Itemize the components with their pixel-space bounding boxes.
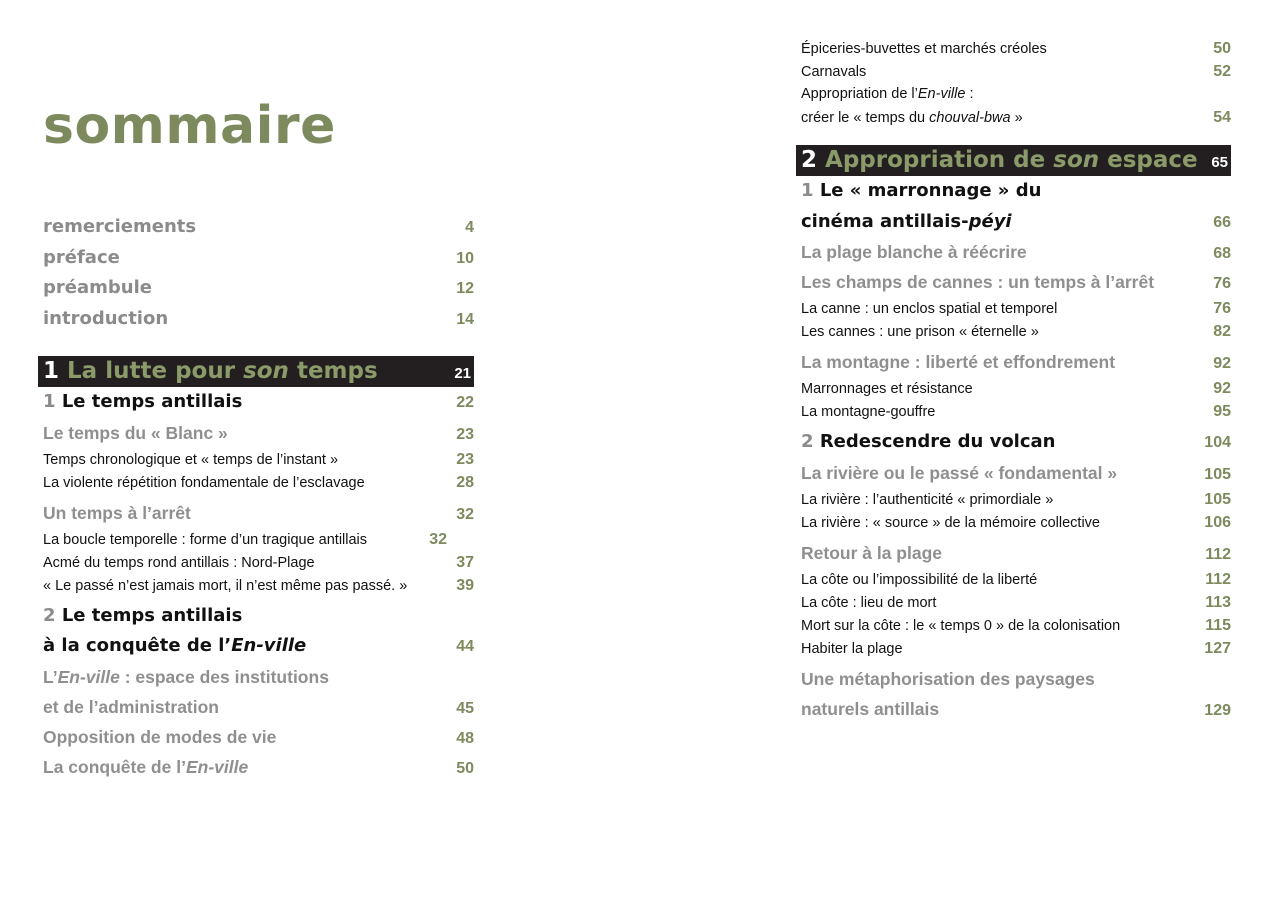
toc-page: 95	[1213, 403, 1231, 420]
chapter-number: 1	[801, 180, 814, 201]
toc-chapter-continued[interactable]	[43, 631, 474, 662]
chapter-number: 1	[43, 391, 56, 412]
part-title-pre: La lutte pour	[67, 358, 244, 384]
toc-page: 32	[456, 505, 474, 523]
toc-page: 112	[1205, 570, 1231, 588]
toc-subsection[interactable]	[801, 614, 1231, 637]
chapter-title: Le temps antillais	[61, 391, 243, 412]
part-title-post: espace	[1099, 147, 1198, 173]
toc-section[interactable]	[43, 722, 474, 752]
toc-label: La côte : lieu de mort	[801, 594, 937, 611]
part-title-em: son	[1053, 147, 1100, 173]
toc-page: 129	[1204, 701, 1231, 719]
toc-label: Épiceries-buvettes et marchés créoles	[801, 41, 1047, 57]
chapter-title: Le « marronnage » du	[819, 180, 1042, 201]
toc-page: 113	[1205, 593, 1231, 611]
toc-section-continued[interactable]	[43, 692, 474, 722]
toc-section[interactable]	[43, 662, 474, 692]
toc-label-pre: L’	[43, 666, 58, 687]
part-number: 1	[43, 358, 60, 384]
toc-label: La boucle temporelle : forme d’un tragique antillais	[43, 531, 368, 548]
toc-page: 76	[1213, 300, 1231, 317]
toc-page: 37	[456, 553, 474, 571]
toc-label-em: En-ville	[185, 756, 249, 777]
toc-label-em: chouval-bwa	[929, 110, 1011, 126]
chapter-title: Le temps antillais	[61, 604, 243, 626]
toc-page: 22	[456, 394, 474, 411]
toc-page: 68	[1213, 245, 1231, 262]
chapter-title-pre: cinéma antillais-	[801, 210, 969, 232]
chapter-title-pre: à la conquête de l’	[43, 635, 232, 656]
toc-page: 65	[1211, 154, 1228, 171]
toc-label-post: »	[1010, 110, 1023, 126]
toc-page: 106	[1204, 513, 1231, 531]
toc-label: La plage blanche à réécrire	[801, 242, 1027, 262]
chapter-title-em: En-ville	[231, 635, 307, 656]
toc-subsection[interactable]	[43, 448, 474, 471]
toc-front-item[interactable]	[43, 304, 474, 335]
toc-label: Carnavals	[801, 64, 867, 80]
toc-label: La rivière : l’authenticité « primordiale »	[801, 491, 1054, 508]
toc-section[interactable]	[801, 347, 1231, 377]
chapter-title: Redescendre du volcan	[819, 431, 1056, 452]
toc-left	[43, 212, 474, 782]
toc-part-1[interactable]	[38, 356, 474, 387]
toc-subsection[interactable]	[801, 83, 1231, 106]
toc-subsection[interactable]	[801, 488, 1231, 511]
toc-section[interactable]	[43, 752, 474, 782]
toc-front-item[interactable]	[43, 243, 474, 274]
toc-page: 50	[1213, 40, 1231, 57]
toc-label: Habiter la plage	[801, 640, 903, 657]
toc-label-pre: Appropriation de l’	[801, 86, 918, 102]
toc-chapter[interactable]	[43, 601, 474, 632]
toc-label: Le temps du « Blanc »	[43, 422, 228, 443]
chapter-number: 2	[43, 604, 56, 626]
toc-page: 92	[1213, 355, 1231, 372]
toc-section[interactable]	[801, 664, 1231, 694]
toc-label: La rivière : « source » de la mémoire collective	[801, 514, 1100, 531]
toc-page: 32	[429, 530, 447, 548]
toc-page: 115	[1205, 616, 1231, 634]
toc-page: 76	[1213, 275, 1231, 292]
toc-label: préambule	[43, 277, 152, 298]
toc-front-item[interactable]	[43, 273, 474, 304]
toc-page: 105	[1204, 465, 1231, 483]
toc-page: 50	[456, 759, 474, 777]
toc-page: 21	[454, 365, 471, 382]
toc-page: 44	[456, 638, 474, 655]
toc-subsection[interactable]	[43, 574, 474, 597]
toc-label-em: En-ville	[57, 666, 120, 687]
toc-label: Une métaphorisation des paysages	[801, 668, 1095, 689]
toc-subsection[interactable]	[801, 37, 1231, 60]
toc-subsection[interactable]	[801, 637, 1231, 660]
toc-label: Opposition de modes de vie	[43, 726, 277, 747]
toc-subsection[interactable]	[801, 591, 1231, 614]
toc-label: « Le passé n’est jamais mort, il n’est même pas passé. »	[43, 577, 408, 594]
toc-page: 12	[456, 280, 474, 297]
toc-chapter-continued[interactable]	[801, 207, 1231, 238]
toc-label: remerciements	[43, 216, 197, 237]
toc-section[interactable]	[43, 498, 474, 528]
toc-page: 52	[1213, 63, 1231, 80]
toc-page: 45	[456, 699, 474, 717]
toc-page: 23	[456, 450, 474, 468]
toc-label: La montagne : liberté et effondrement	[801, 352, 1116, 372]
toc-chapter[interactable]	[801, 427, 1231, 458]
toc-label: Retour à la plage	[801, 542, 943, 563]
toc-subsection[interactable]	[801, 400, 1231, 423]
toc-section[interactable]	[801, 267, 1231, 297]
toc-page: 14	[456, 310, 474, 328]
toc-page: 92	[1213, 380, 1231, 397]
toc-label: La violente répétition fondamentale de l’esclavage	[43, 474, 365, 491]
toc-page: 54	[1213, 109, 1231, 126]
toc-label: La côte ou l’impossibilité de la liberté	[801, 571, 1038, 588]
toc-label: préface	[43, 246, 120, 268]
toc-page: 104	[1204, 434, 1231, 451]
toc-part-2[interactable]	[796, 145, 1231, 176]
toc-label-pre: La conquête de l’	[43, 756, 186, 777]
toc-subsection[interactable]	[801, 320, 1231, 343]
toc-chapter[interactable]	[801, 176, 1231, 207]
toc-page: 112	[1205, 545, 1231, 563]
toc-page: 23	[456, 425, 474, 443]
toc-label: naturels antillais	[801, 698, 940, 719]
toc-page: 127	[1204, 639, 1231, 657]
toc-label: Marronnages et résistance	[801, 381, 973, 397]
part-title-post: temps	[288, 358, 378, 384]
toc-subsection[interactable]	[43, 471, 474, 494]
toc-label: Un temps à l’arrêt	[43, 502, 191, 523]
part-title-pre: Appropriation de	[825, 147, 1054, 173]
toc-subsection[interactable]	[801, 60, 1231, 83]
toc-label: La rivière ou le passé « fondamental »	[801, 462, 1118, 483]
toc-label: Temps chronologique et « temps de l’instant »	[43, 451, 339, 468]
part-number: 2	[801, 147, 818, 173]
toc-subsection[interactable]	[801, 377, 1231, 400]
toc-section[interactable]	[801, 458, 1231, 488]
toc-page: 4	[465, 219, 474, 236]
toc-label-em: En-ville	[917, 86, 966, 102]
toc-section[interactable]	[801, 538, 1231, 568]
toc-label: introduction	[43, 307, 169, 329]
toc-subsection[interactable]	[801, 297, 1231, 320]
toc-label-pre: créer le « temps du	[801, 110, 930, 126]
toc-subsection[interactable]	[43, 528, 474, 551]
chapter-number: 2	[801, 431, 814, 452]
toc-label-post: : espace des institutions	[119, 666, 329, 687]
page-title: sommaire	[43, 96, 336, 156]
toc-subsection[interactable]	[43, 551, 474, 574]
toc-right	[801, 37, 1231, 724]
toc-page: 48	[456, 729, 474, 747]
toc-page: 28	[456, 473, 474, 491]
toc-label: et de l’administration	[43, 696, 219, 717]
toc-label: Acmé du temps rond antillais : Nord-Plage	[43, 554, 315, 571]
toc-page: 105	[1204, 490, 1231, 508]
toc-label: La montagne-gouffre	[801, 404, 936, 420]
toc-page: 82	[1213, 323, 1231, 340]
part-title-em: son	[243, 358, 289, 384]
toc-front-item[interactable]	[43, 212, 474, 243]
toc-page: 10	[456, 249, 474, 267]
toc-subsection-continued[interactable]	[801, 106, 1231, 129]
toc-label: La canne : un enclos spatial et temporel	[801, 301, 1058, 317]
toc-label-post: :	[965, 86, 974, 102]
toc-subsection[interactable]	[801, 568, 1231, 591]
toc-section-continued[interactable]	[801, 694, 1231, 724]
toc-label: Mort sur la côte : le « temps 0 » de la colonisation	[801, 617, 1121, 634]
toc-page: 66	[1213, 213, 1231, 231]
toc-subsection[interactable]	[801, 511, 1231, 534]
toc-section[interactable]	[43, 418, 474, 448]
toc-label: Les champs de cannes : un temps à l’arrêt	[801, 272, 1155, 292]
toc-section[interactable]	[801, 237, 1231, 267]
toc-chapter[interactable]	[43, 387, 474, 418]
toc-page: 39	[456, 576, 474, 594]
chapter-title-em: péyi	[968, 210, 1012, 232]
toc-label: Les cannes : une prison « éternelle »	[801, 324, 1039, 340]
